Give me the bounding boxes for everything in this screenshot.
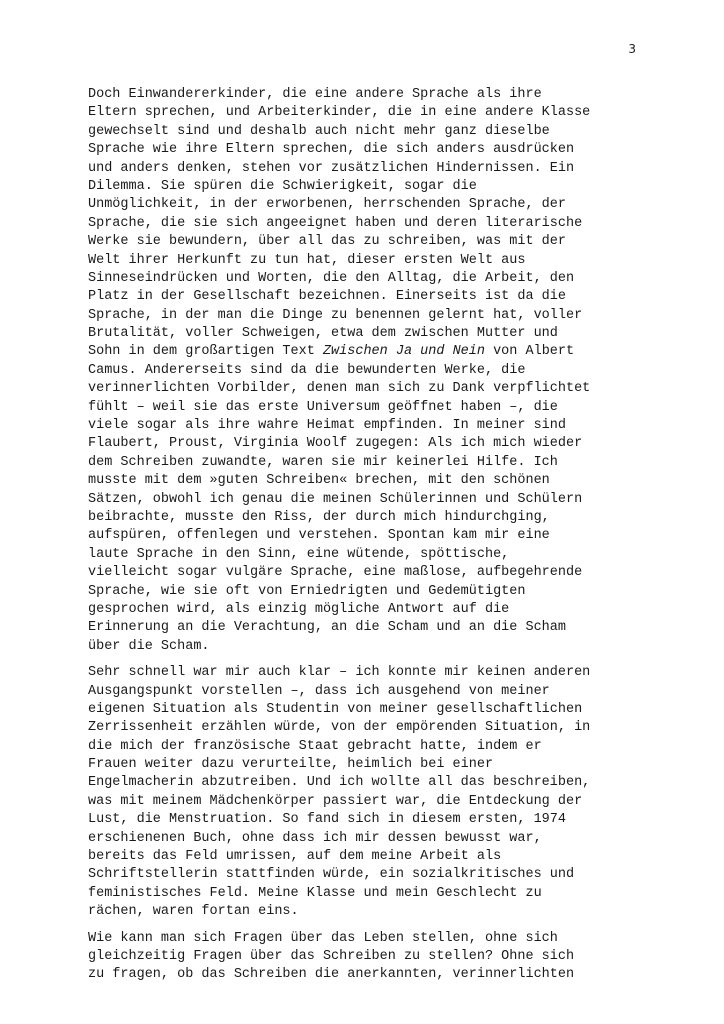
text-segment: aufspüren, offenlegen und verstehen. Spontan kam mir eine bbox=[88, 528, 550, 544]
text-line bbox=[88, 719, 668, 737]
text-line bbox=[88, 325, 668, 343]
text-segment: Engelmacherin abzutreiben. Und ich wollte all das beschreiben, bbox=[88, 775, 591, 791]
italic-title: Zwischen Ja und Nein bbox=[322, 344, 485, 360]
text-line bbox=[88, 583, 668, 601]
text-segment: Sohn in dem großartigen Text bbox=[88, 344, 323, 360]
text-segment: erschienenen Buch, ohne dass ich mir dessen bewusst war, bbox=[88, 830, 542, 846]
text-segment: dem Schreiben zuwandte, waren sie mir keinerlei Hilfe. Ich bbox=[88, 454, 558, 470]
text-line bbox=[88, 417, 668, 435]
text-line bbox=[88, 472, 668, 490]
text-line bbox=[88, 196, 668, 214]
text-line bbox=[88, 601, 668, 619]
text-segment: Sinneseindrücken und Worten, die den Alltag, die Arbeit, den bbox=[88, 270, 575, 286]
text-line bbox=[88, 527, 668, 545]
text-segment: Flaubert, Proust, Virginia Woolf zugegen: Als ich mich wieder bbox=[88, 436, 583, 452]
text-line bbox=[88, 774, 668, 792]
text-line bbox=[88, 619, 668, 637]
text-segment: über die Scham. bbox=[88, 638, 210, 654]
text-segment: eigenen Situation als Studentin von meiner gesellschaftlichen bbox=[88, 701, 583, 717]
text-segment: Sprache, in der man die Dinge zu benennen gelernt hat, voller bbox=[88, 307, 583, 323]
text-segment: Eltern sprechen, und Arbeiterkinder, die in eine andere Klasse bbox=[88, 105, 591, 121]
text-segment: vielleicht sogar vulgäre Sprache, eine maßlose, aufbegehrende bbox=[88, 565, 583, 581]
text-segment: Sprache, die sie sich angeeignet haben und deren literarische bbox=[88, 215, 583, 231]
text-segment: und anders denken, stehen vor zusätzlichen Hindernissen. Ein bbox=[88, 160, 575, 176]
text-segment: Sätzen, obwohl ich genau die meinen Schülerinnen und Schülern bbox=[88, 491, 583, 507]
text-line bbox=[88, 830, 668, 848]
paragraph bbox=[88, 930, 668, 985]
paragraph bbox=[88, 86, 668, 656]
text-segment: gewechselt sind und deshalb auch nicht mehr ganz dieselbe bbox=[88, 123, 550, 139]
text-line bbox=[88, 141, 668, 159]
text-line bbox=[88, 885, 668, 903]
text-line bbox=[88, 903, 668, 921]
text-segment: gesprochen wird, als einzig mögliche Antwort auf die bbox=[88, 601, 510, 617]
text-line bbox=[88, 343, 668, 361]
text-segment: musste mit dem »guten Schreiben« brechen, mit den schönen bbox=[88, 473, 550, 489]
text-line bbox=[88, 948, 668, 966]
text-line bbox=[88, 866, 668, 884]
text-segment: Camus. Andererseits sind da die bewunderten Werke, die bbox=[88, 362, 526, 378]
text-segment: Platz in der Gesellschaft bezeichnen. Einerseits ist da die bbox=[88, 289, 566, 305]
text-segment: Sprache, wie sie oft von Erniedrigten und Gedemütigten bbox=[88, 583, 526, 599]
text-segment: zu fragen, ob das Schreiben die anerkannten, verinnerlichten bbox=[88, 967, 575, 983]
text-line bbox=[88, 638, 668, 656]
text-segment: was mit meinem Mädchenkörper passiert war, die Entdeckung der bbox=[88, 793, 583, 809]
text-segment: gleichzeitig Fragen über das Schreiben zu stellen? Ohne sich bbox=[88, 948, 575, 964]
text-segment: von Albert bbox=[484, 344, 575, 360]
text-segment: Ausgangspunkt vorstellen –, dass ich ausgehend von meiner bbox=[88, 683, 550, 699]
text-line bbox=[88, 491, 668, 509]
text-segment: Zerrissenheit erzählen würde, von der empörenden Situation, in bbox=[88, 720, 591, 736]
text-line bbox=[88, 683, 668, 701]
text-segment: feministisches Feld. Meine Klasse und mein Geschlecht zu bbox=[88, 885, 542, 901]
page-number: 3 bbox=[628, 42, 636, 56]
text-segment: Welt ihrer Herkunft zu tun hat, dieser ersten Welt aus bbox=[88, 252, 526, 268]
text-line bbox=[88, 435, 668, 453]
text-segment: beibrachte, musste den Riss, der durch mich hindurchging, bbox=[88, 509, 550, 525]
text-line bbox=[88, 270, 668, 288]
text-segment: Wie kann man sich Fragen über das Leben stellen, ohne sich bbox=[88, 930, 558, 946]
text-line bbox=[88, 966, 668, 984]
text-line bbox=[88, 86, 668, 104]
text-segment: bereits das Feld umrissen, auf dem meine Arbeit als bbox=[88, 849, 502, 865]
text-line bbox=[88, 215, 668, 233]
text-line bbox=[88, 362, 668, 380]
text-line bbox=[88, 252, 668, 270]
text-line bbox=[88, 288, 668, 306]
text-line bbox=[88, 738, 668, 756]
text-line bbox=[88, 104, 668, 122]
text-segment: Lust, die Menstruation. So fand sich in diesem ersten, 1974 bbox=[88, 812, 566, 828]
text-segment: Sprache wie ihre Eltern sprechen, die sich anders ausdrücken bbox=[88, 142, 575, 158]
text-segment: Erinnerung an die Verachtung, an die Scham und an die Scham bbox=[88, 620, 566, 636]
text-line bbox=[88, 793, 668, 811]
text-segment: Frauen weiter dazu verurteilte, heimlich bei einer bbox=[88, 757, 494, 773]
text-segment: Dilemma. Sie spüren die Schwierigkeit, sogar die bbox=[88, 178, 477, 194]
text-line bbox=[88, 233, 668, 251]
text-line bbox=[88, 123, 668, 141]
text-segment: Doch Einwandererkinder, die eine andere Sprache als ihre bbox=[88, 87, 542, 102]
text-segment: viele sogar als ihre wahre Heimat empfinden. In meiner sind bbox=[88, 418, 566, 434]
text-line bbox=[88, 701, 668, 719]
text-line bbox=[88, 399, 668, 417]
text-line bbox=[88, 564, 668, 582]
text-segment: Schriftstellerin stattfinden würde, ein sozialkritisches und bbox=[88, 867, 575, 883]
text-line bbox=[88, 811, 668, 829]
text-line bbox=[88, 930, 668, 948]
text-segment: verinnerlichten Vorbilder, denen man sich zu Dank verpflichtet bbox=[88, 381, 591, 397]
text-line bbox=[88, 546, 668, 564]
text-line bbox=[88, 307, 668, 325]
text-segment: laute Sprache in den Sinn, eine wütende, spöttische, bbox=[88, 546, 510, 562]
text-segment: fühlt – weil sie das erste Universum geöffnet haben –, die bbox=[88, 399, 558, 415]
text-line bbox=[88, 178, 668, 196]
text-line bbox=[88, 160, 668, 178]
text-segment: Brutalität, voller Schweigen, etwa dem zwischen Mutter und bbox=[88, 326, 558, 342]
text-line bbox=[88, 848, 668, 866]
text-line bbox=[88, 380, 668, 398]
text-line bbox=[88, 509, 668, 527]
text-segment: Werke sie bewundern, über all das zu schreiben, was mit der bbox=[88, 234, 566, 250]
text-segment: rächen, waren fortan eins. bbox=[88, 904, 299, 920]
text-segment: die mich der französische Staat gebracht hatte, indem er bbox=[88, 738, 542, 754]
document-body bbox=[88, 86, 668, 993]
text-line bbox=[88, 756, 668, 774]
text-line bbox=[88, 664, 668, 682]
text-segment: Unmöglichkeit, in der erworbenen, herrschenden Sprache, der bbox=[88, 197, 566, 213]
text-segment: Sehr schnell war mir auch klar – ich konnte mir keinen anderen bbox=[88, 665, 591, 681]
paragraph bbox=[88, 664, 668, 921]
text-line bbox=[88, 454, 668, 472]
